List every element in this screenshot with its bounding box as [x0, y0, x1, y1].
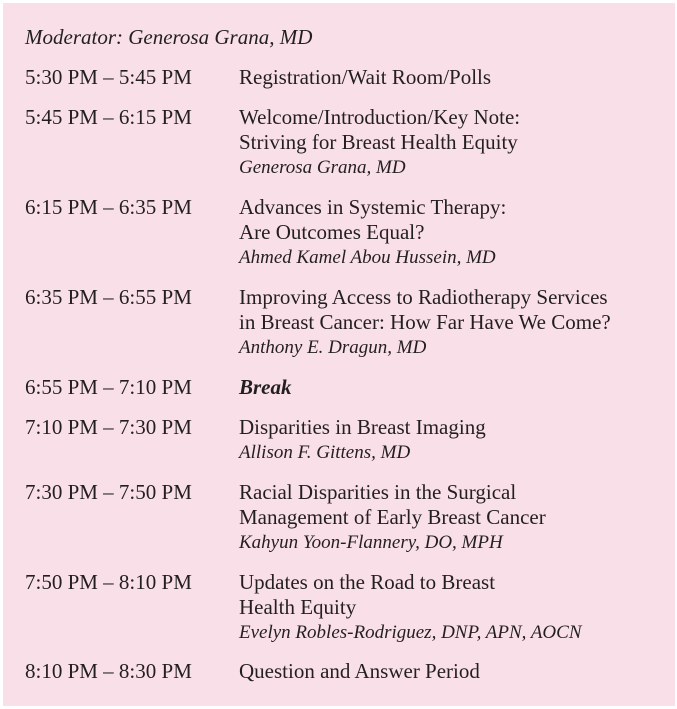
session-time: 7:50 PM – 8:10 PM	[25, 570, 192, 594]
session-time: 6:15 PM – 6:35 PM	[25, 195, 192, 219]
session-title: Are Outcomes Equal?	[239, 220, 425, 244]
session-content	[239, 105, 669, 180]
session-title: Improving Access to Radiotherapy Services	[239, 285, 608, 309]
session-content	[239, 65, 669, 90]
session-speaker: Allison F. Gittens, MD	[239, 442, 411, 463]
session-title: Updates on the Road to Breast	[239, 570, 496, 594]
session-title: Welcome/Introduction/Key Note:	[239, 105, 521, 129]
session-title: Advances in Systemic Therapy:	[239, 195, 507, 219]
session-title: Striving for Breast Health Equity	[239, 130, 518, 154]
session-speaker: Evelyn Robles-Rodriguez, DNP, APN, AOCN	[239, 622, 582, 643]
session-speaker: Anthony E. Dragun, MD	[239, 337, 427, 358]
session-content	[239, 415, 669, 465]
session-time: 8:10 PM – 8:30 PM	[25, 659, 192, 683]
session-content	[239, 375, 669, 400]
session-title: in Breast Cancer: How Far Have We Come?	[239, 310, 611, 334]
session-content	[239, 195, 669, 270]
session-content	[239, 570, 669, 645]
session-time: 7:30 PM – 7:50 PM	[25, 480, 192, 504]
session-speaker: Kahyun Yoon-Flannery, DO, MPH	[239, 532, 503, 553]
session-title: Management of Early Breast Cancer	[239, 505, 546, 529]
session-content	[239, 480, 669, 555]
session-title: Racial Disparities in the Surgical	[239, 480, 517, 504]
session-title: Disparities in Breast Imaging	[239, 415, 486, 439]
session-time: 7:10 PM – 7:30 PM	[25, 415, 192, 439]
session-time: 6:35 PM – 6:55 PM	[25, 285, 192, 309]
session-time: 5:45 PM – 6:15 PM	[25, 105, 192, 129]
session-speaker: Generosa Grana, MD	[239, 157, 406, 178]
session-title: Question and Answer Period	[239, 659, 480, 683]
break-label: Break	[239, 375, 292, 399]
session-content	[239, 285, 669, 360]
moderator-line: Moderator: Generosa Grana, MD	[25, 25, 313, 49]
session-content	[239, 659, 669, 684]
session-title: Health Equity	[239, 595, 357, 619]
agenda-panel	[3, 3, 675, 706]
session-time: 6:55 PM – 7:10 PM	[25, 375, 192, 399]
session-title: Registration/Wait Room/Polls	[239, 65, 492, 89]
session-time: 5:30 PM – 5:45 PM	[25, 65, 192, 89]
session-speaker: Ahmed Kamel Abou Hussein, MD	[239, 247, 496, 268]
